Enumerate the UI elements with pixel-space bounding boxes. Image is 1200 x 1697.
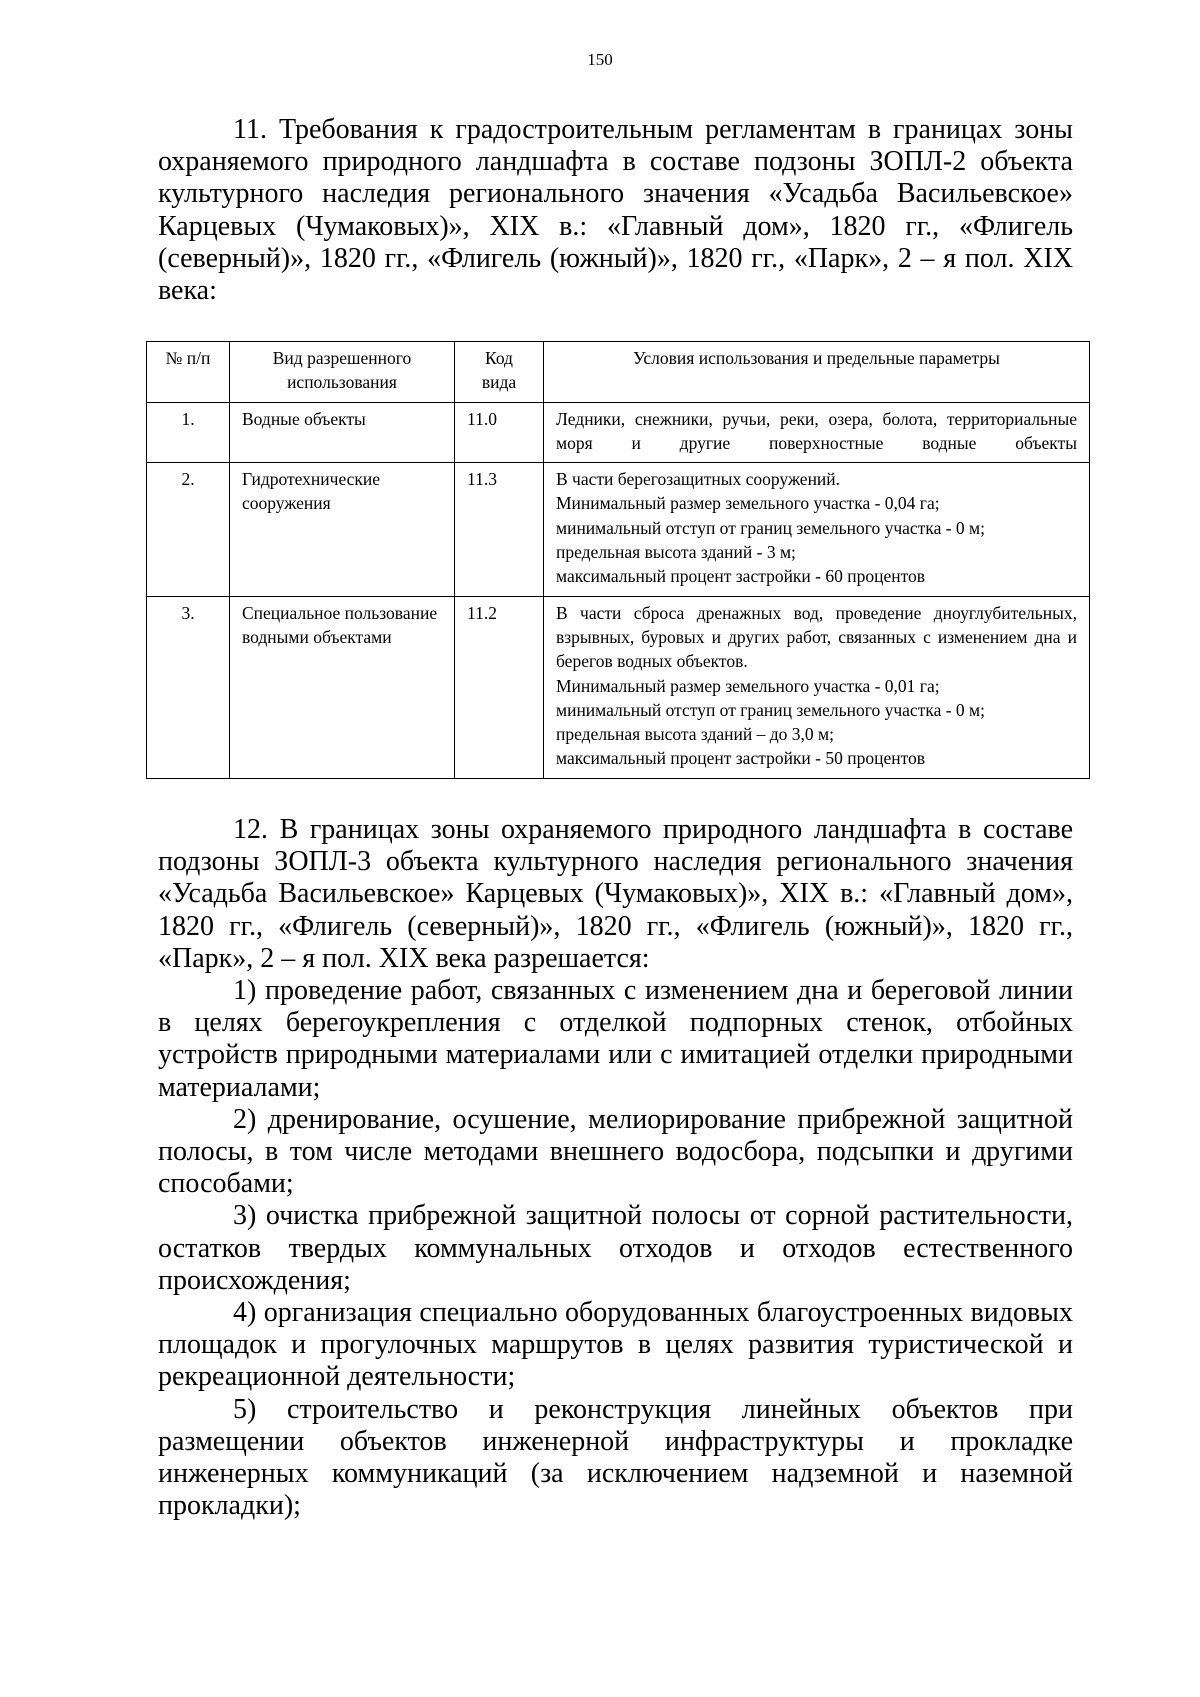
condition-line: минимальный отступ от границ земельного участка - 0 м;: [556, 517, 985, 538]
table-row: [147, 402, 1090, 463]
condition-line: В части берегозащитных сооружений.: [556, 469, 841, 490]
condition-line: предельная высота зданий – до 3,0 м;: [556, 724, 834, 745]
table-row: [147, 596, 1090, 778]
row-number: 1.: [147, 402, 230, 463]
row-number: 2.: [147, 463, 230, 596]
condition-line: минимальный отступ от границ земельного участка - 0 м;: [556, 699, 985, 720]
condition-line: Минимальный размер земельного участка - 0,01 га;: [556, 675, 940, 696]
page-number: 150: [587, 50, 613, 69]
regulations-table: [146, 341, 1090, 779]
row-use-type: Гидротехнические сооружения: [230, 463, 455, 596]
row-conditions: [544, 463, 1090, 596]
row-code: 11.2: [455, 596, 544, 778]
list-item: 5) строительство и реконструкция линейных объектов при размещении объектов инженерной инфраструктуры и прокладке инженерных коммуникаций (за исключением надземной и наземной прокладки);: [158, 1393, 1073, 1522]
section-11-heading: 11. Требования к градостроительным регламентам в границах зоны охраняемого природного ландшафта в составе подзоны ЗОПЛ-2 объекта культурного наследия регионального значения «Усадьба Васильевское» Карцевых (Чумаковых)», XIX в.: «Главный дом», 1820 гг., «Флигель (северный)», 1820 гг., «Флигель (южный)», 1820 гг., «Парк», 2 – я пол. XIX века:: [158, 114, 1073, 307]
section-12: [158, 814, 1073, 1522]
row-code: 11.0: [455, 402, 544, 463]
header-code: Код вида: [455, 342, 544, 403]
row-use-type: Водные объекты: [230, 402, 455, 463]
header-use-type: Вид разрешенного использования: [230, 342, 455, 403]
row-code: 11.3: [455, 463, 544, 596]
list-item: 3) очистка прибрежной защитной полосы от сорной растительности, остатков твердых коммунальных отходов и отходов естественного происхождения;: [158, 1200, 1073, 1296]
header-conditions: Условия использования и предельные параметры: [544, 342, 1090, 403]
condition-line: В части сброса дренажных вод, проведение дноуглубительных, взрывных, буровых и других работ, связанных с изменением дна и берегов водных объектов.: [556, 602, 1077, 672]
list-item: 4) организация специально оборудованных благоустроенных видовых площадок и прогулочных маршрутов в целях развития туристической и рекреационной деятельности;: [158, 1297, 1073, 1393]
section-12-intro: 12. В границах зоны охраняемого природного ландшафта в составе подзоны ЗОПЛ-3 объекта культурного наследия регионального значения «Усадьба Васильевское» Карцевых (Чумаковых)», XIX в.: «Главный дом», 1820 гг., «Флигель (северный)», 1820 гг., «Флигель (южный)», 1820 гг., «Парк», 2 – я пол. XIX века разрешается:: [158, 814, 1073, 974]
condition-line: Минимальный размер земельного участка - 0,04 га;: [556, 493, 940, 514]
table-header-row: [147, 342, 1090, 403]
list-item: 1) проведение работ, связанных с изменением дна и береговой линии в целях берегоукрепления с отделкой подпорных стенок, отбойных устройств природными материалами или с имитацией отделки природными материалами;: [158, 975, 1073, 1103]
row-conditions: [544, 596, 1090, 778]
condition-line: максимальный процент застройки - 50 процентов: [556, 748, 926, 769]
condition-line: максимальный процент застройки - 60 процентов: [556, 566, 926, 587]
header-number: № п/п: [147, 342, 230, 403]
list-item: 2) дренирование, осушение, мелиорирование прибрежной защитной полосы, в том числе методами внешнего водосбора, подсыпки и другими способами;: [158, 1103, 1073, 1200]
condition-line: предельная высота зданий - 3 м;: [556, 542, 796, 563]
row-number: 3.: [147, 596, 230, 778]
table-row: [147, 463, 1090, 596]
row-use-type: Специальное пользование водными объектами: [230, 596, 455, 778]
condition-line: Ледники, снежники, ручьи, реки, озера, болота, территориальные моря и другие поверхностные водные объекты: [556, 408, 1077, 453]
row-conditions: [544, 402, 1090, 463]
